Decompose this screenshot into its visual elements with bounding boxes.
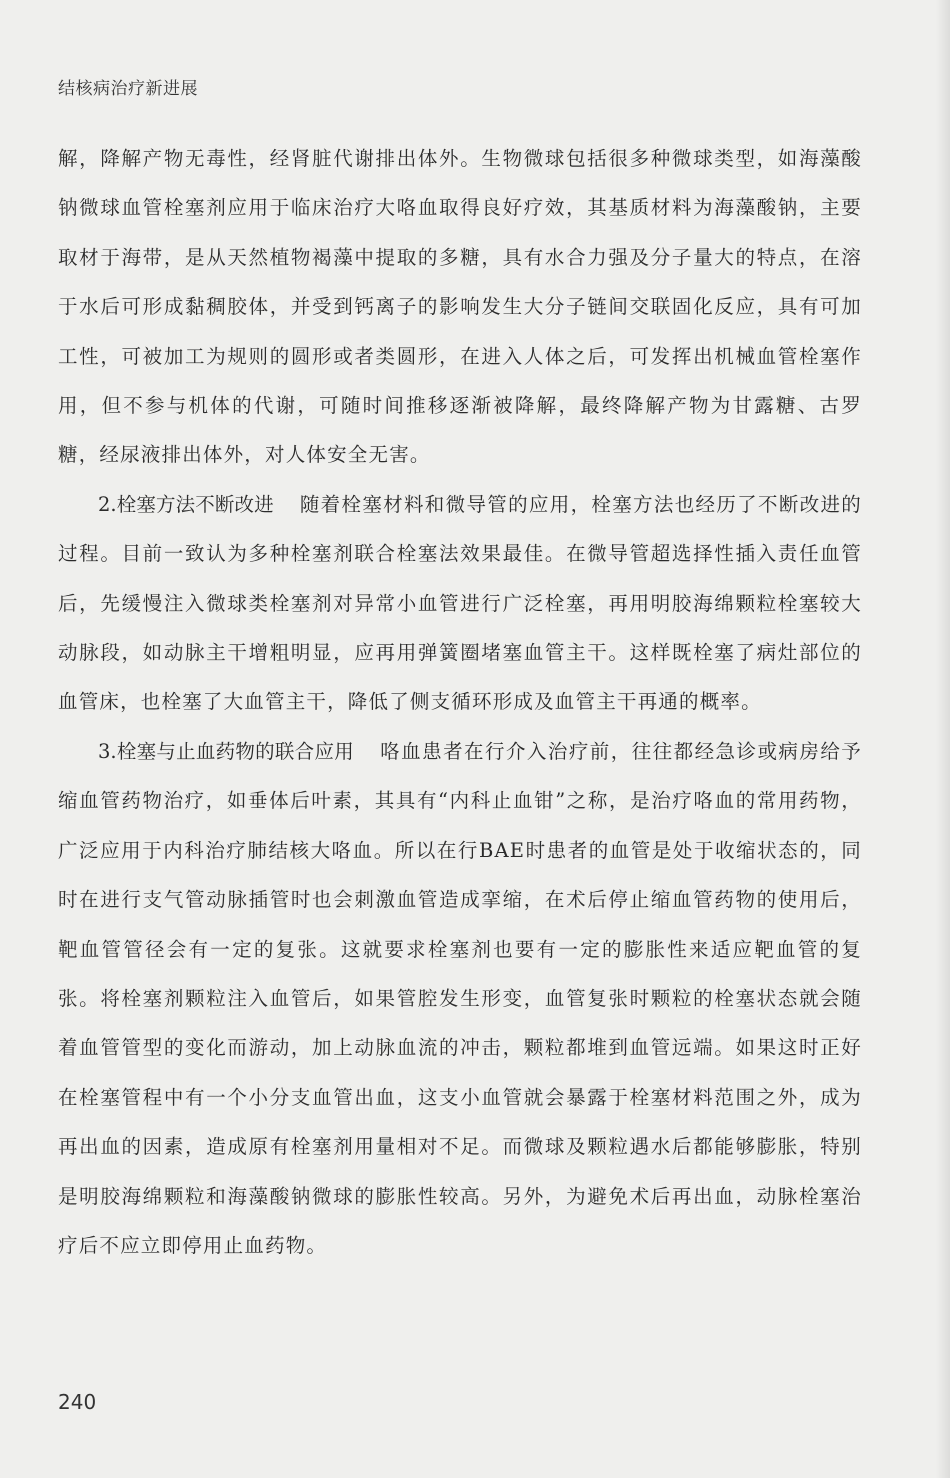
page-edge-shadow [936,0,950,1478]
section-heading-3: 3.栓塞与止血药物的联合应用 [98,739,354,763]
paragraph-1 [58,134,862,480]
section-heading-2: 2.栓塞方法不断改进 [98,492,274,516]
paragraph-2 [58,480,862,727]
running-header: 结核病治疗新进展 [58,79,198,99]
paragraph-3 [58,727,862,1270]
paragraph-1-text: 解，降解产物无毒性，经肾脏代谢排出体外。生物微球包括很多种微球类型，如海藻酸钠微球血管栓塞剂应用于临床治疗大咯血取得良好疗效，其基质材料为海藻酸钠，主要取材于海带，是从天然植物褐藻中提取的多糖，具有水合力强及分子量大的特点，在溶于水后可形成黏稠胶体，并受到钙离子的影响发生大分子链间交联固化反应，具有可加工性，可被加工为规则的圆形或者类圆形，在进入人体之后，可发挥出机械血管栓塞作用，但不参与机体的代谢，可随时间推移逐渐被降解，最终降解产物为甘露糖、古罗糖，经尿液排出体外，对人体安全无害。 [58,147,862,467]
paragraph-2-text: 随着栓塞材料和微导管的应用，栓塞方法也经历了不断改进的过程。目前一致认为多种栓塞剂联合栓塞法效果最佳。在微导管超选择性插入责任血管后，先缓慢注入微球类栓塞剂对异常小血管进行广泛栓塞，再用明胶海绵颗粒栓塞较大动脉段，如动脉主干增粗明显，应再用弹簧圈堵塞血管主干。这样既栓塞了病灶部位的血管床，也栓塞了大血管主干，降低了侧支循环形成及血管主干再通的概率。 [58,492,862,714]
paragraph-3-text: 咯血患者在行介入治疗前，往往都经急诊或病房给予缩血管药物治疗，如垂体后叶素，其具有“内科止血钳”之称，是治疗咯血的常用药物，广泛应用于内科治疗肺结核大咯血。所以在行BAE时患者的血管是处于收缩状态的，同时在进行支气管动脉插管时也会刺激血管造成挛缩，在术后停止缩血管药物的使用后，靶血管管径会有一定的复张。这就要求栓塞剂也要有一定的膨胀性来适应靶血管的复张。将栓塞剂颗粒注入血管后，如果管腔发生形变，血管复张时颗粒的栓塞状态就会随着血管管型的变化而游动，加上动脉血流的冲击，颗粒都堆到血管远端。如果这时正好在栓塞管程中有一个小分支血管出血，这支小血管就会暴露于栓塞材料范围之外，成为再出血的因素，造成原有栓塞剂用量相对不足。而微球及颗粒遇水后都能够膨胀，特别是明胶海绵颗粒和海藻酸钠微球的膨胀性较高。另外，为避免术后再出血，动脉栓塞治疗后不应立即停用止血药物。 [58,739,862,1257]
page-number: 240 [58,1390,97,1414]
body-text [58,134,862,1270]
